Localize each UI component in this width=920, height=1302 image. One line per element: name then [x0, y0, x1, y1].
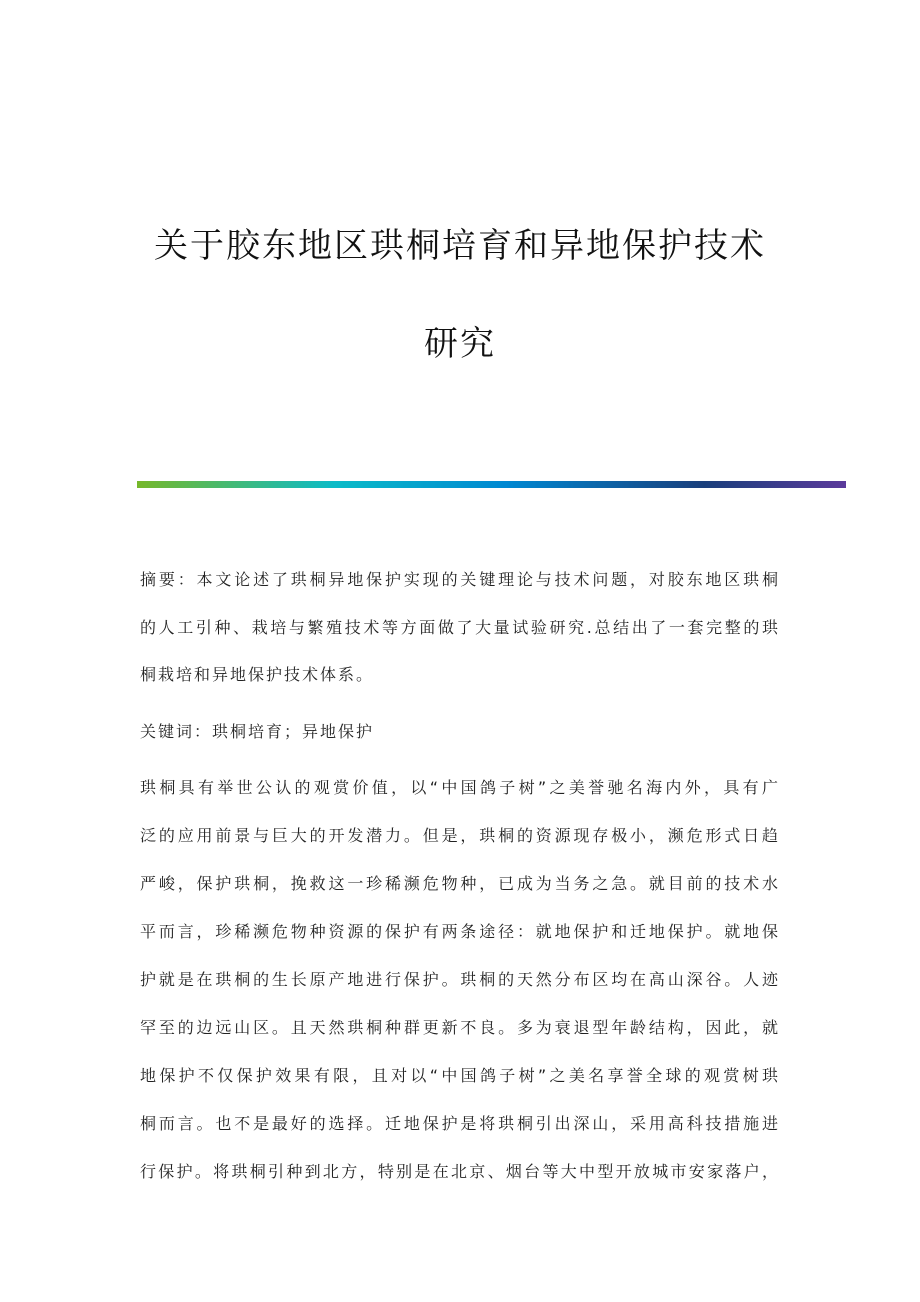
- abstract-line: 摘要：本文论述了珙桐异地保护实现的关键理论与技术问题，对胶东地区珙桐: [140, 570, 780, 589]
- body-line: 行保护。将珙桐引种到北方，特别是在北京、烟台等大中型开放城市安家落户，: [140, 1162, 780, 1181]
- body-line: 平而言，珍稀濒危物种资源的保护有两条途径：就地保护和迁地保护。就地保: [140, 922, 780, 941]
- abstract-line: 的人工引种、栽培与繁殖技术等方面做了大量试验研究.总结出了一套完整的珙: [140, 618, 780, 637]
- document-title-line-1: 关于胶东地区珙桐培育和异地保护技术: [154, 226, 766, 266]
- abstract-line: 桐栽培和异地保护技术体系。: [140, 665, 375, 684]
- body-line: 桐而言。也不是最好的选择。迁地保护是将珙桐引出深山，采用高科技措施进: [140, 1114, 780, 1133]
- gradient-divider: [137, 481, 846, 488]
- body-line: 严峻，保护珙桐，挽救这一珍稀濒危物种，已成为当务之急。就目前的技术水: [140, 874, 780, 893]
- body-line: 罕至的边远山区。且天然珙桐种群更新不良。多为衰退型年龄结构，因此，就: [140, 1018, 780, 1037]
- keywords: 关键词：珙桐培育；异地保护: [140, 722, 375, 741]
- body-line: 地保护不仅保护效果有限，且对以“中国鸽子树”之美名享誉全球的观赏树珙: [140, 1066, 780, 1085]
- document-title-line-2: 研究: [424, 324, 496, 364]
- body-line: 珙桐具有举世公认的观赏价值，以“中国鸽子树”之美誉驰名海内外，具有广: [140, 778, 780, 797]
- body-line: 护就是在珙桐的生长原产地进行保护。珙桐的天然分布区均在高山深谷。人迹: [140, 970, 780, 989]
- body-line: 泛的应用前景与巨大的开发潜力。但是，珙桐的资源现存极小，濒危形式日趋: [140, 826, 780, 845]
